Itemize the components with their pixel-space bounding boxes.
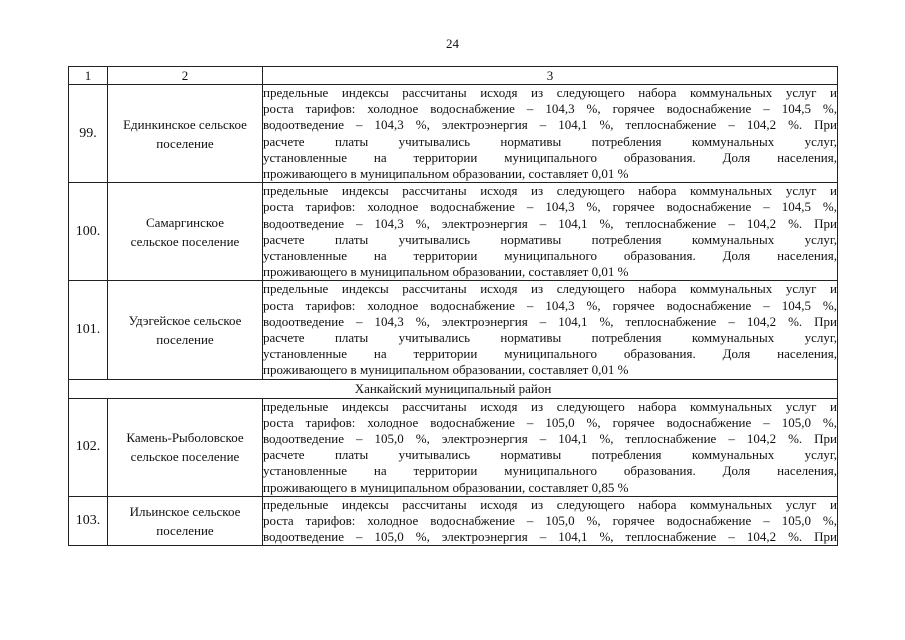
tariff-table	[68, 66, 838, 546]
description-line: водоотведение – 105,0 %, электроэнергия – 104,1 %, теплоснабжение – 104,2 %. При	[263, 431, 837, 447]
description-line: водоотведение – 105,0 %, электроэнергия – 104,1 %, теплоснабжение – 104,2 %. При	[263, 529, 837, 545]
settlement-name-line: поселение	[156, 523, 214, 539]
description-line: предельные индексы рассчитаны исходя из следующего набора коммунальных услуг и	[263, 281, 837, 297]
settlement-name-line: Единкинское сельское	[123, 116, 247, 132]
description-line: водоотведение – 104,3 %, электроэнергия – 104,1 %, теплоснабжение – 104,2 %. При	[263, 215, 837, 231]
settlement-name-line: сельское поселение	[130, 233, 240, 249]
table-row	[69, 85, 838, 183]
table-header-row	[69, 67, 838, 85]
row-number: 101.	[69, 281, 108, 379]
description-line: проживающего в муниципальном образовании, составляет 0,01 %	[263, 362, 629, 378]
header-cell-1: 1	[69, 67, 108, 85]
tariff-description	[263, 183, 838, 281]
row-number: 100.	[69, 183, 108, 281]
description-line: расчете платы учитывались нормативы потребления коммунальных услуг,	[263, 330, 837, 346]
section-title: Ханкайский муниципальный район	[69, 379, 838, 398]
description-line: установленные на территории муниципального образования. Доля населения,	[263, 346, 837, 362]
settlement-name-line: поселение	[156, 135, 214, 151]
description-line: предельные индексы рассчитаны исходя из следующего набора коммунальных услуг и	[263, 398, 837, 414]
description-line: роста тарифов: холодное водоснабжение – 104,3 %, горячее водоснабжение – 104,5 %,	[263, 297, 837, 313]
page-number: 24	[446, 36, 459, 51]
settlement-name	[108, 85, 263, 183]
description-line: роста тарифов: холодное водоснабжение – 105,0 %, горячее водоснабжение – 105,0 %,	[263, 414, 837, 430]
settlement-name-line: сельское поселение	[130, 449, 240, 465]
description-line: предельные индексы рассчитаны исходя из следующего набора коммунальных услуг и	[263, 183, 837, 199]
settlement-name-line: поселение	[156, 332, 214, 348]
description-line: расчете платы учитывались нормативы потребления коммунальных услуг,	[263, 447, 837, 463]
description-line: роста тарифов: холодное водоснабжение – 105,0 %, горячее водоснабжение – 105,0 %,	[263, 513, 837, 529]
row-number: 99.	[69, 85, 108, 183]
settlement-name	[108, 496, 263, 546]
tariff-description	[263, 281, 838, 379]
description-line: проживающего в муниципальном образовании, составляет 0,01 %	[263, 264, 629, 280]
row-number: 103.	[69, 496, 108, 546]
header-cell-2: 2	[108, 67, 263, 85]
settlement-name-line: Камень-Рыболовское	[126, 430, 244, 446]
table-row	[69, 496, 838, 546]
header-cell-3: 3	[263, 67, 838, 85]
settlement-name	[108, 398, 263, 496]
description-line: предельные индексы рассчитаны исходя из следующего набора коммунальных услуг и	[263, 496, 837, 512]
description-line: роста тарифов: холодное водоснабжение – 104,3 %, горячее водоснабжение – 104,5 %,	[263, 101, 837, 117]
tariff-description	[263, 398, 838, 496]
table-row	[69, 281, 838, 379]
description-line: установленные на территории муниципального образования. Доля населения,	[263, 149, 837, 165]
description-line: установленные на территории муниципального образования. Доля населения,	[263, 463, 837, 479]
description-line: предельные индексы рассчитаны исходя из следующего набора коммунальных услуг и	[263, 85, 837, 100]
section-row	[69, 379, 838, 398]
description-line: проживающего в муниципальном образовании, составляет 0,85 %	[263, 479, 629, 495]
tariff-description	[263, 85, 838, 183]
description-line: водоотведение – 104,3 %, электроэнергия – 104,1 %, теплоснабжение – 104,2 %. При	[263, 313, 837, 329]
description-line: установленные на территории муниципального образования. Доля населения,	[263, 248, 837, 264]
description-line: роста тарифов: холодное водоснабжение – 104,3 %, горячее водоснабжение – 104,5 %,	[263, 199, 837, 215]
settlement-name-line: Ильинское сельское	[129, 504, 241, 520]
settlement-name-line: Самаргинское	[146, 214, 224, 230]
table-row	[69, 183, 838, 281]
description-line: проживающего в муниципальном образовании, составляет 0,01 %	[263, 166, 629, 182]
row-number: 102.	[69, 398, 108, 496]
settlement-name	[108, 281, 263, 379]
description-line: расчете платы учитывались нормативы потребления коммунальных услуг,	[263, 231, 837, 247]
description-line: расчете платы учитывались нормативы потребления коммунальных услуг,	[263, 133, 837, 149]
settlement-name-line: Удэгейское сельское	[128, 313, 242, 329]
tariff-description	[263, 496, 838, 546]
settlement-name	[108, 183, 263, 281]
table-row	[69, 398, 838, 496]
description-line: водоотведение – 104,3 %, электроэнергия – 104,1 %, теплоснабжение – 104,2 %. При	[263, 117, 837, 133]
